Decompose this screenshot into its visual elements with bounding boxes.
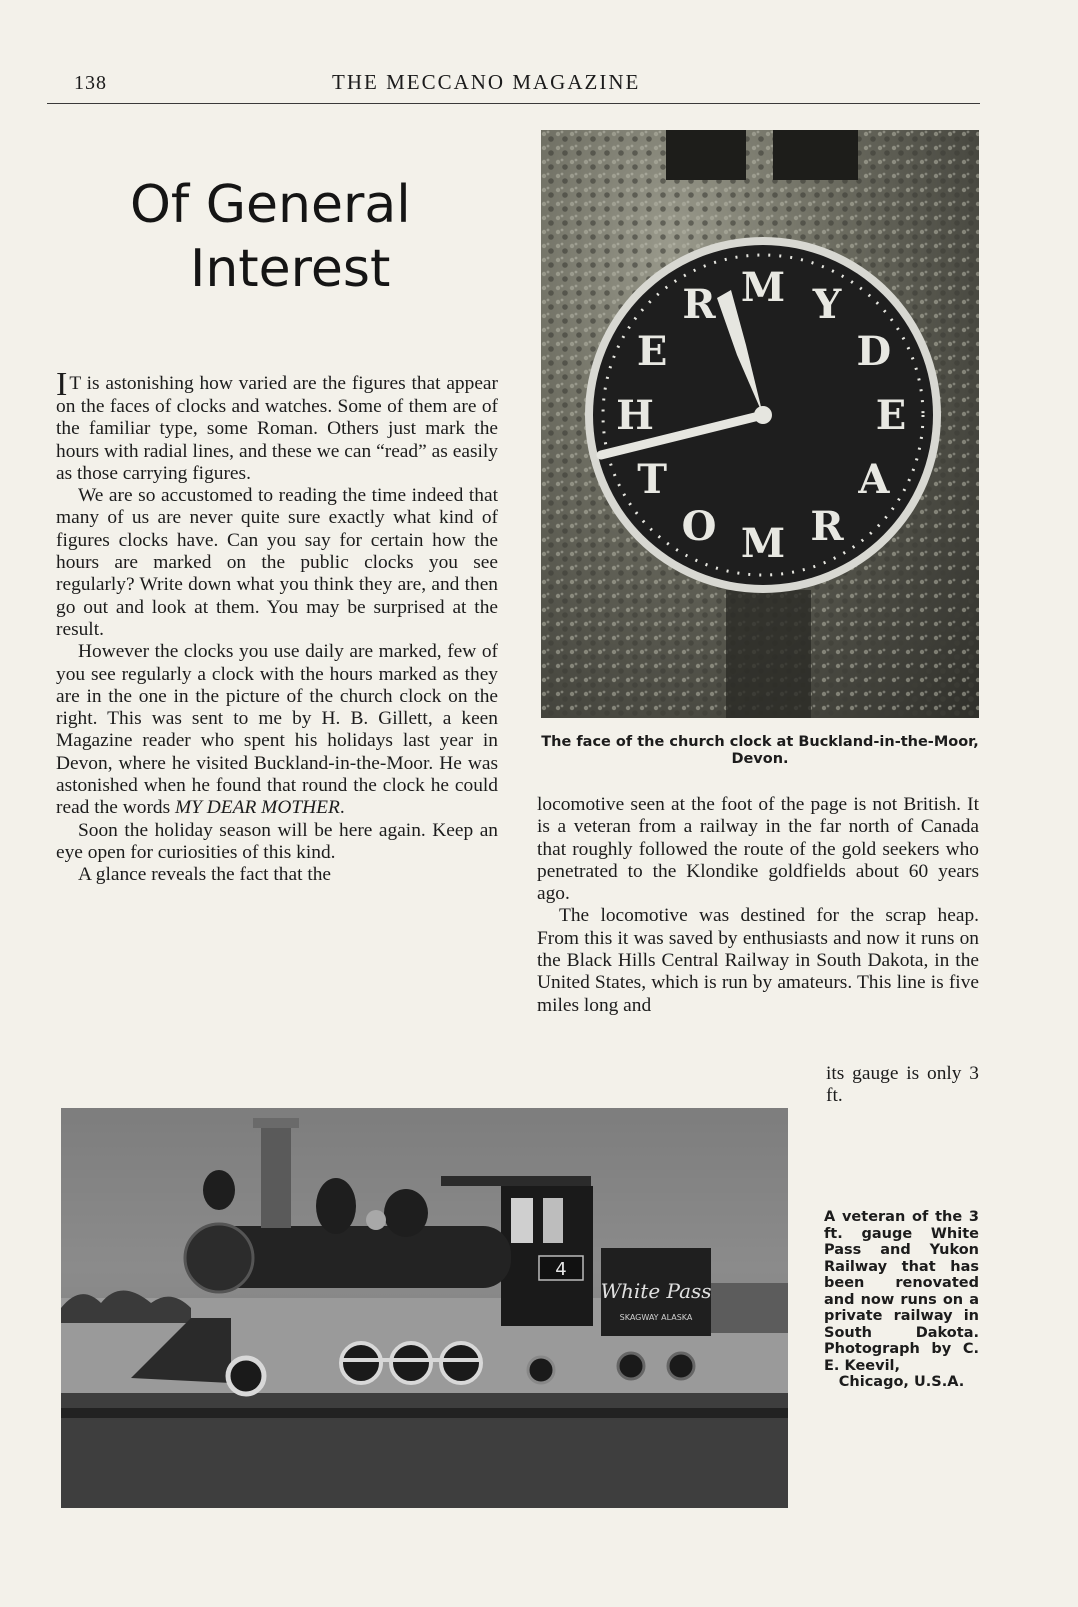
paragraph-3-end: . <box>339 797 345 819</box>
distant-shed <box>701 1283 788 1333</box>
dial-letter: O <box>681 502 717 550</box>
steam-dome <box>316 1178 356 1234</box>
window-right <box>773 130 858 180</box>
tender-wheel-2 <box>668 1353 694 1379</box>
smokestack <box>261 1123 291 1228</box>
dial-letter: H <box>616 392 654 439</box>
clock-caption: The face of the church clock at Buckland-in-the-Moor, Devon. <box>541 734 979 767</box>
paragraph-7-tail: its gauge is only 3 ft. <box>826 1063 979 1107</box>
hand-pivot <box>754 406 772 424</box>
tender-sublettering: SKAGWAY ALASKA <box>619 1313 693 1322</box>
paragraph-2: We are so accustomed to reading the time indeed that many of us are never quite sure exactly what kind of figures clocks have. Can you say for certain how the hours are marked on the public clocks you see regularly? Write down what you think they are, and then go out and look at them. You may be surprised at the result. <box>56 485 498 640</box>
trailing-wheel <box>528 1357 554 1383</box>
locomotive-caption-text: A veteran of the 3 ft. gauge White Pass and Yukon Railway that has been renovated and now runs on a private railway in South Dakota. Photograph by C. E. Keevil, <box>824 1209 979 1374</box>
dial-letter: A <box>858 456 890 503</box>
dial-letter: R <box>682 281 716 329</box>
paragraph-3 <box>56 641 498 819</box>
article-title <box>100 173 460 301</box>
dial-letter: E <box>875 392 907 439</box>
dial-letter: R <box>810 502 844 550</box>
paragraph-1 <box>56 366 498 485</box>
right-column <box>537 794 979 1017</box>
tender-wheel-1 <box>618 1353 644 1379</box>
cab-roof <box>441 1176 591 1186</box>
paragraph-3-text: However the clocks you use daily are marked, few of you see regularly a clock with the hours marked as they are in the one in the picture of the church clock on the right. This was sent to me by H. B. Gillett, a keen Magazine reader who spent his holidays last year in Devon, where he visited Buckland-in-the-Moor. He was astonished when he found that round the clock he could read the words <box>56 641 498 819</box>
dial-letter: M <box>740 264 786 311</box>
paragraph-1-text: T is astonishing how varied are the figures that appear on the faces of clocks and watches. Some of them are of the familiar type, some Roman. Others just mark the hours with radial lines, and these we can “read” as easily as those carrying figures. <box>56 373 498 484</box>
bell <box>366 1210 386 1230</box>
running-head: THE MECCANO MAGAZINE <box>332 70 641 94</box>
dial-letter: E <box>636 328 668 375</box>
headlamp <box>203 1170 235 1210</box>
paragraph-6: locomotive seen at the foot of the page is not British. It is a veteran from a railway in the far north of Canada that roughly followed the route of the gold seekers who penetrated to the Klondike goldfields about 60 years ago. <box>537 794 979 905</box>
dial-letter: Y <box>812 281 842 329</box>
dial-letter: M <box>740 520 786 567</box>
header-rule <box>47 103 980 104</box>
dial-letter: T <box>637 456 667 503</box>
title-line-1: Of General <box>130 175 411 235</box>
cab-number: 4 <box>555 1259 567 1280</box>
track-bed <box>61 1408 788 1418</box>
locomotive-caption-city: Chicago, U.S.A. <box>838 1374 965 1390</box>
sand-dome <box>384 1189 428 1237</box>
clock-photo <box>541 130 979 718</box>
locomotive-photo <box>61 1108 788 1508</box>
pilot-wheel <box>228 1358 264 1394</box>
drop-cap: I <box>56 366 68 403</box>
smokestack-cap <box>253 1118 299 1128</box>
cab-window-2 <box>543 1198 563 1243</box>
page-number: 138 <box>74 72 107 94</box>
paragraph-7: The locomotive was destined for the scrap heap. From this it was saved by enthusiasts and now it runs on the Black Hills Central Railway in South Dakota, in the United States, which is run by amateurs. This line is five miles long and <box>537 905 979 1016</box>
locomotive-caption <box>824 1209 979 1391</box>
dial-letter: D <box>856 328 892 375</box>
paragraph-5: A glance reveals the fact that the <box>78 864 332 886</box>
smokebox-door <box>185 1224 253 1292</box>
paragraph-4: Soon the holiday season will be here again. Keep an eye open for curiosities of this kind. <box>56 819 498 863</box>
clock-shaft <box>726 590 811 718</box>
paragraph-3-emphasis: MY DEAR MOTHER <box>175 797 340 819</box>
locomotive-illustration <box>61 1108 788 1508</box>
driving-wheel-2 <box>391 1343 431 1383</box>
left-column <box>56 366 498 887</box>
driving-wheel-1 <box>341 1343 381 1383</box>
tender-lettering: White Pass <box>600 1279 712 1303</box>
window-left <box>666 130 746 180</box>
cab-window-1 <box>511 1198 533 1243</box>
title-line-2: Interest <box>190 239 391 299</box>
driving-wheel-3 <box>441 1343 481 1383</box>
clock-illustration <box>541 130 979 718</box>
